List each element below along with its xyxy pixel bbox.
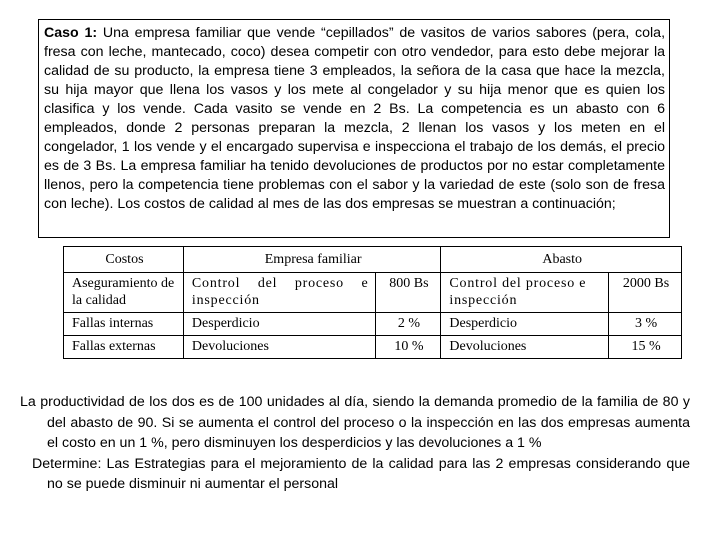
family-item: Control del proceso e inspección bbox=[183, 273, 375, 313]
cost-category: Fallas externas bbox=[64, 336, 184, 359]
case-label: Caso 1: bbox=[44, 25, 98, 41]
abasto-value: 3 % bbox=[609, 313, 682, 336]
conclusion-text bbox=[20, 392, 690, 495]
productivity-paragraph: La productividad de los dos es de 100 unidades al día, siendo la demanda promedio de la familia de 80 y del abasto de 90. Si se aumenta el control del proceso o la inspección en las dos empresas aumenta el costo en un 1 %, pero disminuyen los desperdicios y las devoluciones a 1 % bbox=[20, 394, 690, 451]
cost-category: Aseguramiento de la calidad bbox=[64, 273, 184, 313]
table-row bbox=[64, 336, 682, 359]
abasto-value: 15 % bbox=[609, 336, 682, 359]
abasto-item: Devoluciones bbox=[441, 336, 609, 359]
cost-category: Fallas internas bbox=[64, 313, 184, 336]
family-value: 800 Bs bbox=[375, 273, 441, 313]
table-row bbox=[64, 273, 682, 313]
quality-costs-table bbox=[63, 246, 682, 359]
case-text: Una empresa familiar que vende “cepillados” de vasitos de varios sabores (pera, cola, fresa con leche, mantecado, coco) desea competir con otro vendedor, para esto debe mejorar la calidad de su producto, la empresa tiene 3 empleados, la señora de la casa que hace la mezcla, su hija mayor que llena los vasos y los mete al congelador y su hija menor que es quien los clasifica y los vende. Cada vasito se vende en 2 Bs. La competencia es un abasto con 6 empleados, donde 2 personas preparan la mezcla, 2 llenan los vasos y los meten en el congelador, 1 los vende y el encargado supervisa e inspecciona el trabajo de los demás, el precio es de 3 Bs. La empresa familiar ha tenido devoluciones de productos por no estar completamente llenos, pero la competencia tiene problemas con el sabor y la variedad de este (solo son de fresa con leche). Los costos de calidad al mes de las dos empresas se muestran a continuación; bbox=[44, 25, 666, 212]
family-value: 2 % bbox=[375, 313, 441, 336]
family-item: Devoluciones bbox=[183, 336, 375, 359]
table-row bbox=[64, 313, 682, 336]
abasto-value: 2000 Bs bbox=[609, 273, 682, 313]
abasto-item: Control del proceso e inspección bbox=[441, 273, 609, 313]
header-family: Empresa familiar bbox=[183, 247, 440, 273]
family-item: Desperdicio bbox=[183, 313, 375, 336]
header-abasto: Abasto bbox=[441, 247, 682, 273]
table-header-row bbox=[64, 247, 682, 273]
family-value: 10 % bbox=[375, 336, 441, 359]
case-statement-box bbox=[38, 19, 670, 238]
task-paragraph: Determine: Las Estrategias para el mejoramiento de la calidad para las 2 empresas considerando que no se puede disminuir ni aumentar el personal bbox=[32, 455, 690, 492]
abasto-item: Desperdicio bbox=[441, 313, 609, 336]
header-costs: Costos bbox=[64, 247, 184, 273]
